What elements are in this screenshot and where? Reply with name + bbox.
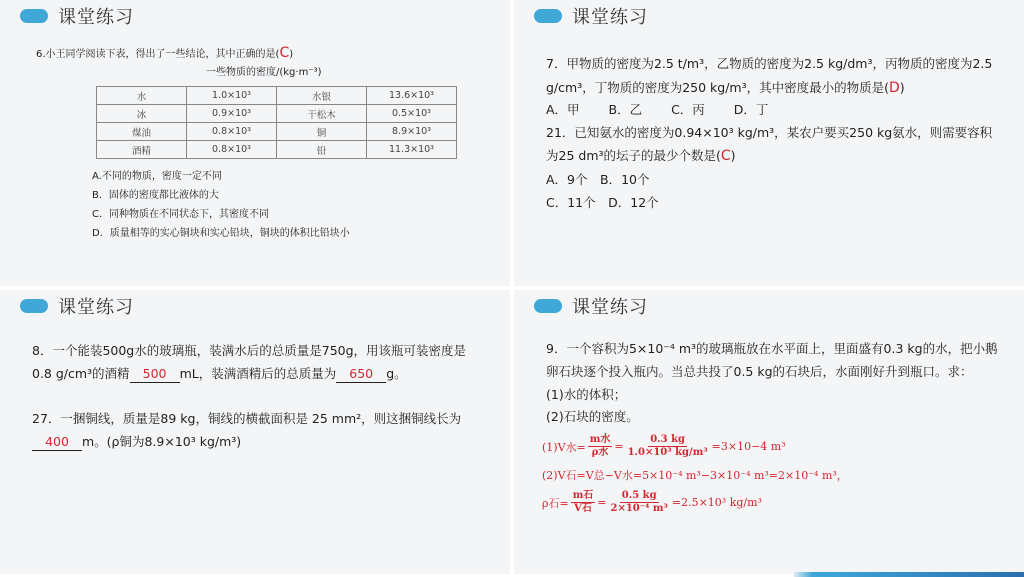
panel-header bbox=[534, 294, 648, 318]
table-cell: 11.3×10³ bbox=[367, 141, 457, 159]
table-cell: 冰 bbox=[97, 105, 187, 123]
question-6: 6.小王同学阅读下表，得出了一些结论，其中正确的是(C) bbox=[36, 45, 294, 61]
fraction: $\frac{\text{m水}}{\text{ρ水}}$ bbox=[589, 434, 611, 458]
header-pill-icon bbox=[20, 9, 48, 23]
panel-header bbox=[20, 294, 134, 318]
blank-length: 400 bbox=[32, 434, 82, 451]
table-row bbox=[97, 105, 457, 123]
option-b: B．固体的密度都比液体的大 bbox=[92, 190, 219, 201]
answer-6: C bbox=[279, 45, 290, 61]
header-pill-icon bbox=[20, 299, 48, 313]
density-table bbox=[96, 86, 457, 159]
solution-line-2: (2)V石=V总−V水=5×10⁻⁴ m³−3×10⁻⁴ m³=2×10⁻⁴ m³， bbox=[542, 469, 848, 482]
table-cell: 干松木 bbox=[277, 105, 367, 123]
table-cell: 0.5×10³ bbox=[367, 105, 457, 123]
exercise-panel-1 bbox=[0, 0, 510, 286]
table-cell: 8.9×10³ bbox=[367, 123, 457, 141]
table-row bbox=[97, 123, 457, 141]
fraction: $\frac{0.5 kg}{\text{2×10⁻⁴ m³}}$ bbox=[610, 490, 668, 514]
answer-21: C bbox=[720, 148, 731, 164]
exercise-panel-2 bbox=[514, 0, 1024, 286]
solution-line-3: ρ石= $\frac{\text{m石}}{\text{V石}}$ = $\frac{0.5 kg}{\text{2×10⁻⁴ m³}}$ =2.5×10³ kg/m³ bbox=[542, 490, 762, 514]
table-cell: 0.9×10³ bbox=[187, 105, 277, 123]
question-21-line1: 21．已知氨水的密度为0.94×10³ kg/m³，某农户要买250 kg氨水，则需要容积 bbox=[546, 125, 993, 140]
table-cell: 铜 bbox=[277, 123, 367, 141]
question-9-line1: 9．一个容积为5×10⁻⁴ m³的玻璃瓶放在水平面上，里面盛有0.3 kg的水，把小鹅 bbox=[546, 341, 998, 356]
fraction: $\frac{0.3 kg}{\text{1.0×10³ kg/m³}}$ bbox=[627, 434, 708, 458]
question-27-line2: 400 m。(ρ铜为8.9×10³ kg/m³) bbox=[32, 431, 241, 453]
question-9-line2: 卵石块逐个投入瓶内。当总共投了0.5 kg的石块后，水面刚好升到瓶口。求： bbox=[546, 364, 973, 379]
exercise-panel-4 bbox=[514, 290, 1024, 574]
question-27-line1: 27．一捆铜线，质量是89 kg，铜线的横截面积是 25 mm²，则这捆铜线长为 bbox=[32, 411, 462, 426]
question-21-line2: 为25 dm³的坛子的最少个数是(C) bbox=[546, 148, 736, 164]
blank-volume: 500 bbox=[130, 366, 180, 383]
table-cell: 1.0×10³ bbox=[187, 87, 277, 105]
question-8-line2: 0.8 g/cm³的酒精 500 mL，装满酒精后的总质量为 650 g。 bbox=[32, 366, 407, 381]
question-21-options-1: A．9个 B．10个 bbox=[546, 172, 650, 187]
question-7-line1: 7．甲物质的密度为2.5 t/m³，乙物质的密度为2.5 kg/dm³，丙物质的密度为2.5 bbox=[546, 56, 993, 71]
panel-header bbox=[534, 4, 648, 28]
header-pill-icon bbox=[534, 9, 562, 23]
fraction: $\frac{\text{m石}}{\text{V石}}$ bbox=[572, 490, 594, 514]
question-21-options-2: C．11个 D．12个 bbox=[546, 195, 659, 210]
answer-7: D bbox=[889, 80, 900, 96]
exercise-panel-3 bbox=[0, 290, 510, 574]
question-7-options: A．甲 B．乙 C．丙 D．丁 bbox=[546, 102, 769, 117]
question-8-line1: 8．一个能装500g水的玻璃瓶，装满水后的总质量是750g，用该瓶可装密度是 bbox=[32, 343, 467, 358]
table-cell: 酒精 bbox=[97, 141, 187, 159]
solution-line-1: (1)V水= $\frac{\text{m水}}{\text{ρ水}}$ = $\frac{0.3 kg}{\text{1.0×10³ kg/m³}}$ =3×10−4 m³ bbox=[542, 434, 786, 458]
question-9-part2: (2)石块的密度。 bbox=[546, 409, 639, 424]
table-row bbox=[97, 87, 457, 105]
header-pill-icon bbox=[534, 299, 562, 313]
table-caption: 一些物质的密度/(kg·m⁻³) bbox=[206, 67, 322, 78]
table-cell: 水银 bbox=[277, 87, 367, 105]
bottom-accent-bar bbox=[794, 572, 1024, 577]
table-cell: 铅 bbox=[277, 141, 367, 159]
panel-header bbox=[20, 4, 134, 28]
panel-title: 课堂练习 bbox=[58, 297, 134, 318]
table-row bbox=[97, 141, 457, 159]
table-cell: 13.6×10³ bbox=[367, 87, 457, 105]
panel-title: 课堂练习 bbox=[572, 7, 648, 28]
blank-total-mass: 650 bbox=[336, 366, 386, 383]
panel-title: 课堂练习 bbox=[58, 7, 134, 28]
panel-title: 课堂练习 bbox=[572, 297, 648, 318]
table-cell: 水 bbox=[97, 87, 187, 105]
table-cell: 0.8×10³ bbox=[187, 123, 277, 141]
option-a: A.不同的物质，密度一定不同 bbox=[92, 171, 222, 182]
question-9-part1: (1)水的体积； bbox=[546, 387, 627, 402]
option-c: C．同种物质在不同状态下，其密度不同 bbox=[92, 209, 269, 220]
question-7-line2: g/cm³，丁物质的密度为250 kg/m³，其中密度最小的物质是(D) bbox=[546, 80, 905, 96]
table-cell: 煤油 bbox=[97, 123, 187, 141]
option-d: D．质量相等的实心铜块和实心铅块，铜块的体积比铅块小 bbox=[92, 228, 350, 239]
table-cell: 0.8×10³ bbox=[187, 141, 277, 159]
